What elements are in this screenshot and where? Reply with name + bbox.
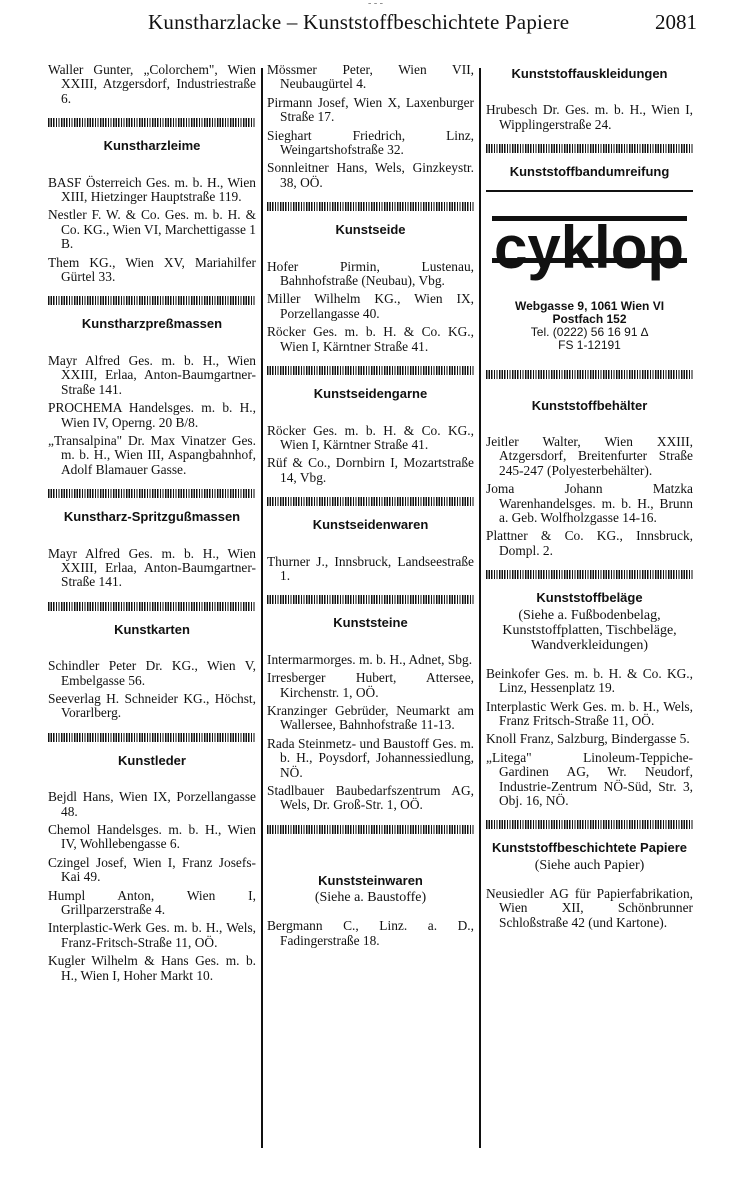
list-entry: Jeitler Walter, Wien XXIII, Atzgersdorf, Breitenfurter Straße 245-247 (Polyesterbehälter). [486, 434, 693, 478]
section-kunstseide [267, 223, 474, 354]
list-entry: Mayr Alfred Ges. m. b. H., Wien XXIII, Erlaa, Anton-Baumgartner-Straße 141. [48, 545, 256, 590]
section-heading: Kunststeine [333, 615, 408, 631]
list-entry: Czingel Josef, Wien I, Franz Josefs-Kai 49. [48, 854, 256, 885]
list-entry: Knoll Franz, Salzburg, Bindergasse 5. [486, 731, 690, 747]
list-entry: Joma Johann Matzka Warenhandelsges. m. b. H., Brunn a. Geb. Wolfholzgasse 14-16. [486, 481, 693, 526]
list-entry: Interplastic Werk Ges. m. b. H., Wels, Franz Fritsch-Straße 11, OÖ. [486, 698, 693, 728]
section-kunststoffbehaelter [486, 399, 693, 559]
address-postbox: Postfach 152 [552, 311, 627, 326]
section [48, 63, 256, 106]
address-street: Webgasse 9, 1061 Wien VI [514, 298, 665, 313]
section-kunststeinwaren [267, 874, 474, 948]
section-heading: Kunstkarten [114, 621, 190, 637]
address-phone: Tel. (0222) 56 16 91 ∆ [530, 324, 649, 339]
section-heading: Kunststeinwaren [318, 872, 423, 888]
section-kunststoffauskleidungen [486, 67, 693, 132]
section-subheading: (Siehe auch Papier) [534, 857, 645, 873]
list-entry: Hrubesch Dr. Ges. m. b. H., Wien I, Wipplingerstraße 24. [486, 102, 693, 132]
section-subheading: (Siehe a. Baustoffe) [314, 890, 427, 906]
section-heading: Kunstseidengarne [313, 386, 428, 402]
list-entry: Irresberger Hubert, Attersee, Kirchenstr. 1, OÖ. [267, 670, 474, 700]
column-2 [267, 63, 474, 952]
section-divider [267, 825, 474, 834]
list-entry: Neusiedler AG für Papierfabrikation, Wien XII, Schönbrunner Schloßstraße 42 (und Kartone). [486, 885, 693, 930]
address-telex: FS 1-12191 [558, 337, 621, 352]
list-entry: Them KG., Wien XV, Mariahilfer Gürtel 33. [48, 254, 256, 285]
section-heading: Kunstseide [335, 222, 406, 238]
section-heading: Kunststoffbeläge [536, 590, 643, 606]
section-heading: Kunstleder [118, 752, 186, 768]
list-entry: Röcker Ges. m. b. H. & Co. KG., Wien I, Kärntner Straße 41. [267, 324, 474, 354]
list-entry: Mayr Alfred Ges. m. b. H., Wien XXIII, Erlaa, Anton-Baumgartner-Straße 141. [48, 352, 256, 397]
horizontal-rule [486, 190, 693, 192]
section-divider [486, 370, 693, 379]
section-divider [486, 820, 693, 829]
section-kunstharzleime [48, 139, 256, 284]
column-divider-1 [261, 68, 263, 1148]
list-entry: Mössmer Peter, Wien VII, Neubaugürtel 4. [267, 62, 474, 92]
list-entry: Sonnleitner Hans, Wels, Ginzkeystr. 38, OÖ. [267, 160, 474, 190]
list-entry: PROCHEMA Handelsges. m. b. H., Wien IV, Operng. 20 B/8. [48, 400, 256, 430]
section-subheading: (Siehe a. Fußbodenbelag, Kunststoffplatten, Tischbeläge, Wandverkleidungen) [502, 607, 677, 653]
list-entry: Interplastic-Werk Ges. m. b. H., Wels, Franz-Fritsch-Straße 11, OÖ. [48, 920, 256, 950]
section [267, 63, 474, 190]
list-entry: Sieghart Friedrich, Linz, Weingartshofstraße 32. [267, 127, 474, 158]
section-heading: Kunstharzleime [103, 138, 201, 154]
section-heading: Kunststoffbehälter [531, 397, 648, 413]
section-divider [48, 118, 256, 127]
section-kunstharz-spritzgussmassen [48, 510, 256, 590]
section-divider [267, 202, 474, 211]
list-entry: Seeverlag H. Schneider KG., Höchst, Vorarlberg. [48, 690, 256, 721]
list-entry: Chemol Handelsges. m. b. H., Wien IV, Wohllebengasse 6. [48, 822, 256, 852]
section-heading: Kunststoffauskleidungen [511, 66, 668, 81]
list-entry: Waller Gunter, „Colorchem", Wien XXIII, Atzgersdorf, Industriestraße 6. [48, 62, 256, 106]
section-divider [48, 296, 256, 305]
list-entry: BASF Österreich Ges. m. b. H., Wien XIII, Hietzinger Hauptstraße 119. [48, 174, 256, 205]
list-entry: Humpl Anton, Wien I, Grillparzerstraße 4. [48, 887, 256, 918]
list-entry: Nestler F. W. & Co. Ges. m. b. H. & Co. KG., Wien VI, Marchettigasse 1 B. [48, 207, 256, 252]
section-divider [48, 602, 256, 611]
column-divider-2 [479, 68, 481, 1148]
column-1 [48, 63, 256, 987]
section-divider [267, 366, 474, 375]
list-entry: Intermarmorges. m. b. H., Adnet, Sbg. [267, 651, 473, 667]
section-divider [486, 144, 693, 153]
section-heading: Kunstseidenwaren [312, 517, 429, 533]
list-entry: Beinkofer Ges. m. b. H. & Co. KG., Linz, Hessenplatz 19. [486, 665, 693, 696]
page-number: 2081 [655, 10, 697, 34]
list-entry: Schindler Peter Dr. KG., Wien V, Embelgasse 56. [48, 658, 256, 688]
page-header [0, 0, 739, 40]
page-title: Kunstharzlacke – Kunststoffbeschichtete Papiere [148, 10, 570, 34]
section-kunstleder [48, 754, 256, 983]
section-kunstseidenwaren [267, 518, 474, 583]
company-address [486, 300, 693, 352]
list-entry: Kranzinger Gebrüder, Neumarkt am Wallersee, Bahnhofstraße 11-13. [267, 702, 474, 733]
list-entry: Miller Wilhelm KG., Wien IX, Porzellangasse 40. [267, 291, 474, 321]
section-kunstseidengarne [267, 387, 474, 485]
section-divider [48, 733, 256, 742]
section-divider [267, 497, 474, 506]
top-mark: - - - [368, 0, 383, 9]
list-entry: Bejdl Hans, Wien IX, Porzellangasse 48. [48, 789, 256, 819]
list-entry: Rada Steinmetz- und Baustoff Ges. m. b. H., Poysdorf, Johannessiedlung, NÖ. [267, 735, 474, 780]
section-heading: Kunstharz-Spritzgußmassen [63, 509, 241, 525]
section-heading: Kunststoffbeschichtete Papiere [491, 840, 688, 856]
list-entry: Kugler Wilhelm & Hans Ges. m. b. H., Wien I, Hoher Markt 10. [48, 953, 256, 983]
section-kunststoffbandumreifung [486, 165, 693, 351]
section-heading: Kunstharzpreßmassen [81, 316, 223, 332]
section-kunststoffbelaege [486, 591, 693, 808]
section-kunststeine [267, 616, 474, 812]
list-entry: Pirmann Josef, Wien X, Laxenburger Straße 17. [267, 94, 474, 125]
section-kunstkarten [48, 623, 256, 721]
section-heading: Kunststoffbandumreifung [509, 164, 670, 180]
list-entry: Bergmann C., Linz. a. D., Fadingerstraße 18. [267, 918, 474, 948]
cyklop-logo [492, 210, 687, 290]
column-3 [486, 63, 693, 934]
list-entry: Rüf & Co., Dornbirn I, Mozartstraße 14, Vbg. [267, 455, 474, 485]
list-entry: „Transalpina" Dr. Max Vinatzer Ges. m. b. H., Wien III, Aspangbahnhof, Adolf Blamauer Gasse. [48, 432, 256, 477]
list-entry: Stadlbauer Baubedarfszentrum AG, Wels, Dr. Groß-Str. 1, OÖ. [267, 783, 474, 813]
list-entry: Röcker Ges. m. b. H. & Co. KG., Wien I, Kärntner Straße 41. [267, 422, 474, 452]
section-kunstharzpressmassen [48, 317, 256, 477]
svg-text:cyklop: cyklop [493, 213, 685, 281]
list-entry: Thurner J., Innsbruck, Landseestraße 1. [267, 553, 474, 583]
list-entry: „Litega" Linoleum-Teppiche-Gardinen AG, Wr. Neudorf, Industrie-Zentrum NÖ-Süd, Str. 3, Obj. 16, NÖ. [486, 749, 693, 808]
list-entry: Plattner & Co. KG., Innsbruck, Dompl. 2. [486, 528, 693, 558]
section-divider [486, 570, 693, 579]
section-kunststoffbeschichtete-papiere [486, 841, 693, 930]
section-divider [48, 489, 256, 498]
list-entry: Hofer Pirmin, Lustenau, Bahnhofstraße (Neubau), Vbg. [267, 258, 474, 289]
section-divider [267, 595, 474, 604]
